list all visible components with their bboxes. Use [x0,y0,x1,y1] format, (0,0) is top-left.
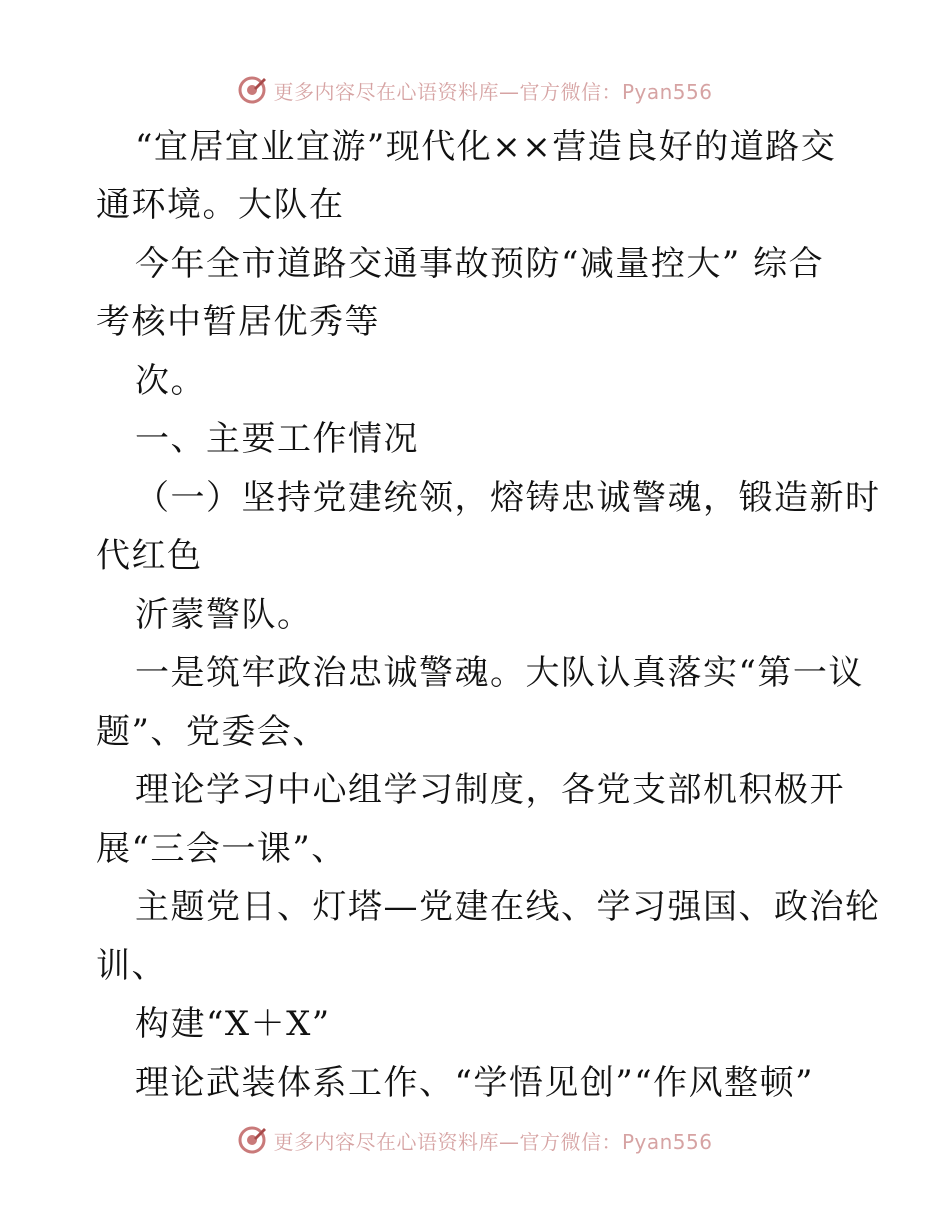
text-line: 一是筑牢政治忠诚警魂。大队认真落实“第一议 [135,653,864,693]
text-line: 沂蒙警队。 [135,595,313,635]
text-line: 训、 [96,946,167,986]
text-line: 主题党日、灯塔—党建在线、学习强国、政治轮 [135,887,881,927]
text-line: “宜居宜业宜游”现代化××营造良好的道路交 [135,127,837,167]
pen-logo-icon [237,1125,267,1155]
text-line: 理论武装体系工作、“学悟见创”“作风整顿” [135,1063,815,1103]
footer-watermark-text: 更多内容尽在心语资料库—官方微信：Pyan556 [273,1129,713,1154]
text-line: 通环境。大队在 [96,185,345,225]
text-line: 考核中暂居优秀等 [96,302,380,342]
text-line: 构建“X＋X” [135,1004,331,1044]
text-line: 题”、党委会、 [96,712,328,752]
header-watermark-text: 更多内容尽在心语资料库—官方微信：Pyan556 [273,79,713,104]
text-line: 展“三会一课”、 [96,829,347,869]
text-line: 理论学习中心组学习制度，各党支部机积极开 [135,770,845,810]
section-heading: 一、主要工作情况 [135,419,419,459]
subsection-heading: （一）坚持党建统领，熔铸忠诚警魂，锻造新时 [135,478,881,518]
text-line: 代红色 [96,536,203,576]
text-line: 今年全市道路交通事故预防“减量控大” 综合 [135,244,825,284]
footer-watermark [0,1120,950,1160]
text-line: 次。 [135,361,206,401]
